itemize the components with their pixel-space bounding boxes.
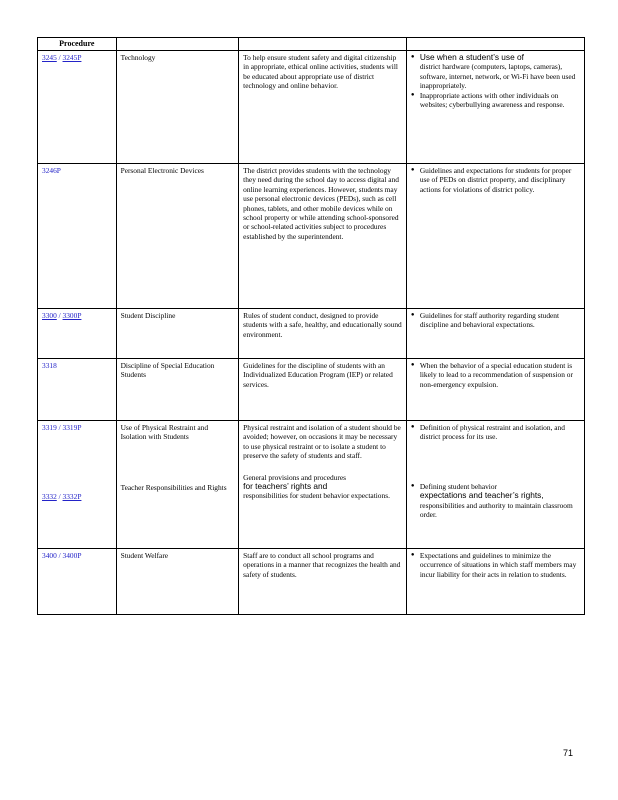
policy-link[interactable]: 3245 xyxy=(42,53,57,62)
goal-text-part: General provisions and procedures xyxy=(243,472,346,482)
emphasis-text: Use when a student’s use of xyxy=(419,52,524,62)
detail-text: responsibilities and authority to maintain classroom order. xyxy=(419,500,573,520)
procedure-code: 3319 xyxy=(42,423,57,432)
topic-cell: Personal Electronic Devices xyxy=(116,164,239,309)
goal-text-part: responsibilities for student behavior expectations. xyxy=(243,491,390,501)
goal-cell: Guidelines for the discipline of students with an Individualized Education Program (IEP) or related services. xyxy=(239,359,407,421)
table-row xyxy=(38,164,585,309)
procedures-table xyxy=(37,37,585,615)
procedure-code: 3400 xyxy=(42,551,57,560)
goal-cell: To help ensure student safety and digital citizenship in appropriate, ethical online activities, students will be educated about appropriate use of district technology and online behavior. xyxy=(239,51,407,164)
details-list xyxy=(411,551,580,579)
details-cell xyxy=(406,359,584,421)
goal-cell: The district provides students with the technology they need during the school day to access digital and online learning experiences. However, students may use personal electronic devices (PEDs), such as cell phones, tablets, and other mobile devices while on school property or while attending school-sponsored or school-related activities subject to procedures established by the superintendent. xyxy=(239,164,407,309)
details-list xyxy=(411,311,580,330)
list-item xyxy=(420,91,580,110)
code-separator: / xyxy=(56,492,63,502)
procedure-code-cell xyxy=(38,309,117,359)
goal-cell: Rules of student conduct, designed to provide students with a safe, healthy, and educationally sound environment. xyxy=(239,309,407,359)
details-list xyxy=(411,361,580,389)
topic-cell xyxy=(116,421,239,549)
topic-cell: Student Welfare xyxy=(116,549,239,615)
procedure-code-cell xyxy=(38,51,117,164)
goal-text xyxy=(243,473,402,501)
topic-text: Use of Physical Restraint and Isolation with Students xyxy=(120,423,209,442)
goal-text: Physical restraint and isolation of a student should be avoided; however, on occasions it may be necessary to use physical restraint or to isolate a student to preserve the safety of students and staff. xyxy=(243,423,401,461)
code-separator: / xyxy=(56,53,63,62)
procedure-code: 3319P xyxy=(62,423,82,432)
policy-link[interactable]: 3332 xyxy=(42,492,57,502)
list-item: ● Definition of physical restraint and isolation, and district process for its use. xyxy=(420,423,580,442)
code-separator: / xyxy=(56,551,63,560)
procedure-code: 3318 xyxy=(42,361,57,370)
header-cell-empty xyxy=(239,38,407,51)
goal-cell xyxy=(239,421,407,549)
code-separator: / xyxy=(56,423,63,432)
detail-text: district hardware (computers, laptops, cameras), software, internet, network, or Wi-Fi have been used inappropriately. xyxy=(419,62,576,91)
goal-cell: Staff are to conduct all school programs and operations in a manner that recognizes the health and safety of students. xyxy=(239,549,407,615)
details-list xyxy=(411,53,580,109)
procedure-link[interactable]: 3245P xyxy=(62,53,82,62)
policy-link[interactable]: 3300 xyxy=(42,311,57,320)
page-number: 71 xyxy=(563,748,574,758)
procedure-link[interactable]: 3300P xyxy=(62,311,82,320)
list-item: ● When the behavior of a special education student is likely to lead to a recommendation of suspension or non-emergency expulsion. xyxy=(420,361,580,389)
details-cell xyxy=(406,421,584,549)
procedure-code-cell xyxy=(38,359,117,421)
table-row xyxy=(38,309,585,359)
procedure-column-header: Procedure xyxy=(38,38,117,51)
topic-cell: Technology xyxy=(116,51,239,164)
details-list xyxy=(411,166,580,194)
table-row xyxy=(38,359,585,421)
list-item: ● Guidelines and expectations for students for proper use of PEDs on district property, and disciplinary actions for violations of district policy. xyxy=(420,166,580,194)
detail-text: Inappropriate actions with other individuals on websites; cyberbullying awareness and response. xyxy=(419,90,565,110)
detail-text: Defining student behavior xyxy=(419,481,498,491)
details-cell xyxy=(406,51,584,164)
details-cell xyxy=(406,309,584,359)
topic-text: Teacher Responsibilities and Rights xyxy=(120,482,227,492)
procedure-link[interactable]: 3332P xyxy=(62,492,82,502)
emphasis-text: expectations and teacher’s rights, xyxy=(419,490,544,501)
table-row xyxy=(38,51,585,164)
procedure-code-cell xyxy=(38,421,117,549)
header-cell-empty xyxy=(116,38,239,51)
procedure-code-cell xyxy=(38,549,117,615)
list-item xyxy=(420,53,580,91)
details-cell xyxy=(406,164,584,309)
topic-cell: Discipline of Special Education Students xyxy=(116,359,239,421)
details-list xyxy=(411,482,580,520)
header-cell-empty xyxy=(406,38,584,51)
code-separator: / xyxy=(56,311,63,320)
table-row xyxy=(38,549,585,615)
details-list xyxy=(411,423,580,442)
list-item xyxy=(420,482,580,520)
table-row xyxy=(38,421,585,549)
procedure-code: 3246P xyxy=(42,166,61,175)
table-header-row xyxy=(38,38,585,51)
procedure-code-cell xyxy=(38,164,117,309)
topic-cell: Student Discipline xyxy=(116,309,239,359)
emphasis-text: for teachers’ rights and xyxy=(243,481,328,492)
procedure-code: 3400P xyxy=(62,551,82,560)
list-item: ● Guidelines for staff authority regarding student discipline and behavioral expectations. xyxy=(420,311,580,330)
details-cell xyxy=(406,549,584,615)
list-item: ● Expectations and guidelines to minimize the occurrence of situations in which staff members may incur liability for their acts in relation to students. xyxy=(420,551,580,579)
